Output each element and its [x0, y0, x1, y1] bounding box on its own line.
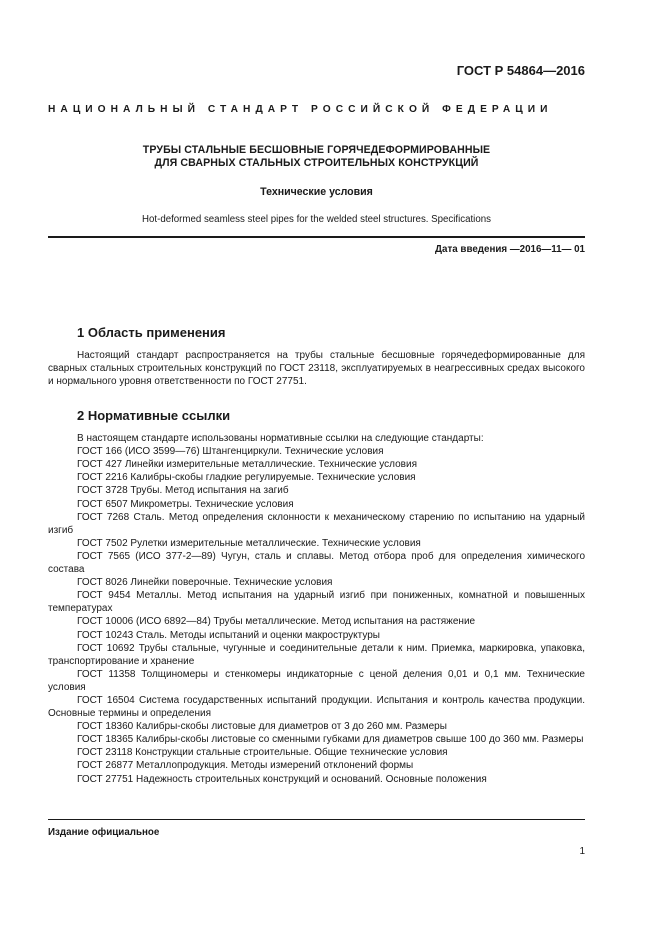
reference-item: ГОСТ 10243 Сталь. Методы испытаний и оценки макроструктуры: [77, 629, 380, 641]
section-1-text: Настоящий стандарт распространяется на трубы стальные бесшовные горячедеформированные для сварных стальных строительных конструкций по ГОСТ 23118, эксплуатируемых в неагрессивных средах высокого и нормального уровня ответственности по ГОСТ 27751.: [48, 350, 585, 388]
section-normative-references: [48, 408, 585, 786]
section-2-intro: В настоящем стандарте использованы нормативные ссылки на следующие стандарты:: [77, 433, 484, 444]
reference-item: ГОСТ 7565 (ИСО 377-2—89) Чугун, сталь и сплавы. Метод отбора проб для определения химического состава: [48, 550, 585, 576]
reference-item: ГОСТ 10006 (ИСО 6892—84) Трубы металлические. Метод испытания на растяжение: [77, 616, 476, 628]
reference-item: ГОСТ 9454 Металлы. Метод испытания на ударный изгиб при пониженных, комнатной и повышенных температурах: [48, 590, 585, 615]
title-subtitle: Технические условия: [260, 186, 373, 198]
reference-item: ГОСТ 7502 Рулетки измерительные металлические. Технические условия: [77, 537, 421, 549]
title-english: Hot-deformed seamless steel pipes for the welded steel structures. Specifications: [142, 214, 491, 225]
national-standard-heading: НАЦИОНАЛЬНЫЙ СТАНДАРТ РОССИЙСКОЙ ФЕДЕРАЦИИ: [48, 104, 553, 115]
official-edition-label: Издание официальное: [48, 827, 160, 838]
reference-item: ГОСТ 26877 Металлопродукция. Методы измерений отклонений формы: [77, 760, 414, 772]
reference-item: ГОСТ 427 Линейки измерительные металлические. Технические условия: [77, 459, 417, 471]
title-divider: [48, 236, 585, 238]
title-block: [48, 144, 585, 225]
gost-code: ГОСТ Р 54864—2016: [456, 63, 585, 78]
reference-item: ГОСТ 18360 Калибры-скобы листовые для диаметров от 3 до 260 мм. Размеры: [77, 721, 447, 733]
section-2-heading: 2 Нормативные ссылки: [77, 408, 231, 423]
reference-item: ГОСТ 18365 Калибры-скобы листовые со сменными губками для диаметров свыше 100 до 360 мм. Размеры: [77, 734, 584, 746]
reference-item: ГОСТ 3728 Трубы. Метод испытания на загиб: [77, 485, 289, 497]
reference-list: [48, 445, 585, 785]
footer-divider: [48, 819, 585, 820]
title-ru-line-1: ТРУБЫ СТАЛЬНЫЕ БЕСШОВНЫЕ ГОРЯЧЕДЕФОРМИРОВАННЫЕ: [142, 144, 491, 156]
reference-item: ГОСТ 16504 Система государственных испытаний продукции. Испытания и контроль качества продукции. Основные термины и определения: [48, 694, 585, 720]
page-number: 1: [579, 846, 585, 857]
reference-item: ГОСТ 7268 Сталь. Метод определения склонности к механическому старению по испытанию на ударный изгиб: [48, 511, 585, 536]
reference-item: ГОСТ 23118 Конструкции стальные строительные. Общие технические условия: [77, 747, 448, 759]
section-scope: [48, 325, 585, 389]
reference-item: ГОСТ 8026 Линейки поверочные. Технические условия: [77, 577, 333, 589]
reference-item: ГОСТ 2216 Калибры-скобы гладкие регулируемые. Технические условия: [77, 472, 416, 484]
reference-item: ГОСТ 11358 Толщиномеры и стенкомеры индикаторные с ценой деления 0,01 и 0,1 мм. Технические условия: [48, 668, 585, 693]
title-ru-line-2: ДЛЯ СВАРНЫХ СТАЛЬНЫХ СТРОИТЕЛЬНЫХ КОНСТРУКЦИЙ: [154, 157, 479, 169]
reference-item: ГОСТ 6507 Микрометры. Технические условия: [77, 498, 294, 510]
reference-item: ГОСТ 27751 Надежность строительных конструкций и оснований. Основные положения: [77, 773, 487, 785]
reference-item: ГОСТ 10692 Трубы стальные, чугунные и соединительные детали к ним. Приемка, маркировка, упаковка, транспортирование и хранение: [48, 642, 585, 667]
introduction-date: Дата введения —2016—11— 01: [435, 244, 585, 255]
reference-item: ГОСТ 166 (ИСО 3599—76) Штангенциркули. Технические условия: [77, 446, 384, 458]
section-1-heading: 1 Область применения: [77, 325, 226, 340]
